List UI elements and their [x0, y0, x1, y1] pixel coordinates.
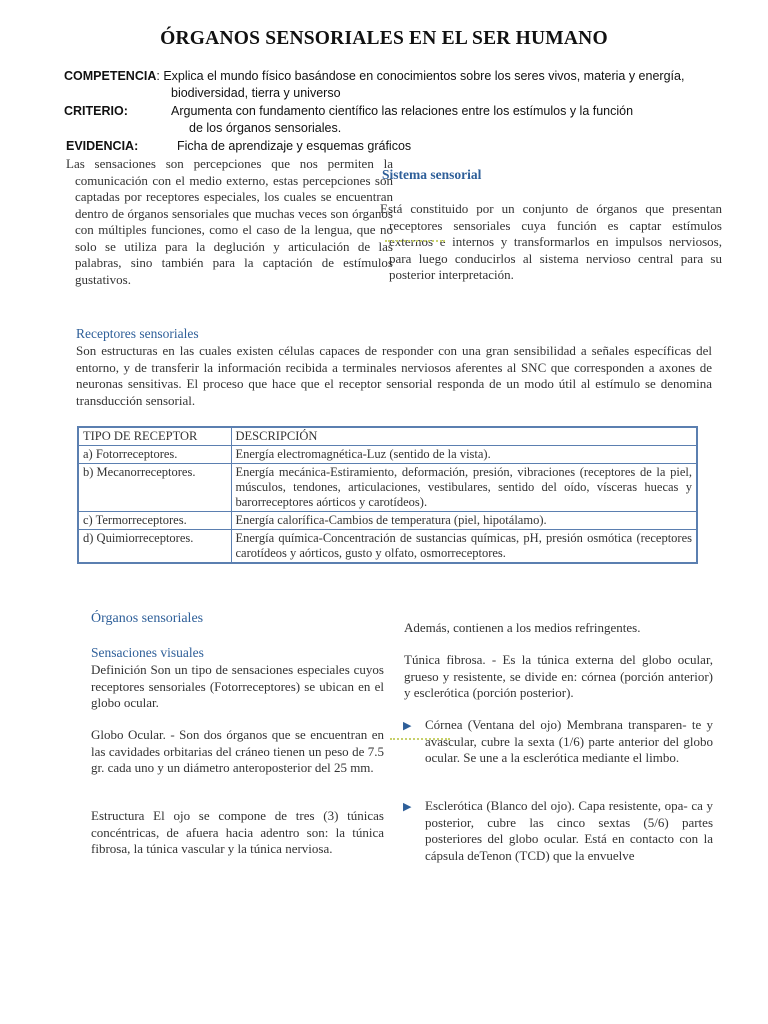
table-cell-descripcion: Energía química-Concentración de sustancias químicas, pH, presión osmótica (receptores carotídeos y aórticos, gusto y olfato, osmorreceptores.	[231, 530, 697, 564]
meta-block	[64, 68, 744, 155]
table-row	[78, 530, 697, 564]
receptor-table	[77, 426, 698, 564]
esclerotica-paragraph: Esclerótica (Blanco del ojo). Capa resistente, opa- ca y posterior, cubre las cinco sextas (5/6) partes posteriores del globo ocular. Está en contacto con la cápsula deTenon (TCD) que la envuelve	[425, 798, 713, 863]
decorative-dots	[385, 240, 445, 242]
table-cell-descripcion: Energía electromagnética-Luz (sentido de la vista).	[231, 446, 697, 464]
medios-paragraph: Además, contienen a los medios refringentes.	[404, 620, 641, 635]
page-title: ÓRGANOS SENSORIALES EN EL SER HUMANO	[160, 28, 608, 49]
sensaciones-heading: Sensaciones visuales	[91, 645, 204, 660]
receptores-heading: Receptores sensoriales	[76, 326, 199, 341]
evidencia-text: Ficha de aprendizaje y esquemas gráficos	[177, 139, 412, 153]
globo-ocular-paragraph: Globo Ocular. - Son dos órganos que se encuentran en las cavidades orbitarias del cráneo tienen un peso de 7.5 gr. cada uno y un diámetro anteroposterior del 25 mm.	[91, 727, 384, 775]
bullet-icon: ▶	[403, 801, 412, 813]
estructura-paragraph: Estructura El ojo se compone de tres (3) túnicas concéntricas, de afuera hacia adentro son: la túnica fibrosa, la túnica vascular y la túnica nerviosa.	[91, 808, 384, 856]
organos-heading: Órganos sensoriales	[91, 611, 204, 626]
table-cell-descripcion: Energía calorífica-Cambios de temperatura (piel, hipotálamo).	[231, 512, 697, 530]
competencia-text: : Explica el mundo físico basándose en conocimientos sobre los seres vivos, materia y energía,	[156, 69, 685, 83]
intro-paragraph: Las sensaciones son percepciones que nos permiten la comunicación con el medio externo, estas percepciones son captadas por receptores especiales, los cuales se encuentran dentro de órganos sensoriales que muchas veces son órganos con múltiples funciones, como el caso de la lengua, que no solo se utiliza para la deglución y articulación de las palabras, sino también para la captación de estímulos gustativos.	[66, 156, 393, 287]
cornea-paragraph: Córnea (Ventana del ojo) Membrana transparen- te y avascular, cubre la sexta (1/6) parte anterior del globo ocular. Se une a la esclerótica mediante el limbo.	[425, 717, 713, 765]
table-cell-tipo: a) Fotorreceptores.	[78, 446, 231, 464]
table-row	[78, 446, 697, 464]
sistema-heading: Sistema sensorial	[382, 167, 482, 182]
bullet-icon: ▶	[403, 720, 412, 732]
sistema-paragraph: Está constituido por un conjunto de órganos que presentan receptores sensoriales cuya función es captar estímulos externos e internos y transformarlos en impulsos nerviosos, para luego conducirlos al sistema nervioso central para su posterior interpretación.	[380, 201, 722, 282]
criterio-label: CRITERIO:	[64, 104, 128, 118]
competencia-label: COMPETENCIA	[64, 69, 157, 83]
competencia-text-2: biodiversidad, tierra y universo	[171, 86, 341, 100]
evidencia-label: EVIDENCIA:	[66, 139, 139, 153]
table-header-row	[78, 427, 697, 446]
table-cell-tipo: c) Termorreceptores.	[78, 512, 231, 530]
table-cell-tipo: d) Quimiorreceptores.	[78, 530, 231, 564]
table-row	[78, 464, 697, 512]
table-header-tipo: TIPO DE RECEPTOR	[78, 427, 231, 446]
table-cell-descripcion: Energía mecánica-Estiramiento, deformación, presión, vibraciones (receptores de la piel, músculos, tendones, articulaciones, vestibulares, sentido del oído, vísceras huecas y barorreceptores aórticos y carotídeos).	[231, 464, 697, 512]
receptores-paragraph: Son estructuras en las cuales existen células capaces de responder con una gran sensibilidad a señales específicas del entorno, y de transferir la información recibida a terminales nerviosos aferentes al SNC que corresponden a axones de neuronas sensitivas. El proceso que hace que el receptor sensorial responda de un modo útil al estímulo se denomina transducción sensorial.	[76, 343, 712, 408]
definicion-paragraph: Definición Son un tipo de sensaciones especiales cuyos receptores sensoriales (Fotorreceptores) se ubican en el globo ocular.	[91, 662, 384, 710]
table-row	[78, 512, 697, 530]
criterio-text-2: de los órganos sensoriales.	[189, 121, 342, 135]
table-header-descripcion: DESCRIPCIÓN	[231, 427, 697, 446]
criterio-text: Argumenta con fundamento científico las relaciones entre los estímulos y la función	[171, 104, 634, 118]
table-cell-tipo: b) Mecanorreceptores.	[78, 464, 231, 512]
tunica-fibrosa-paragraph: Túnica fibrosa. - Es la túnica externa del globo ocular, grueso y resistente, se divide en: córnea (porción anterior) y esclerótica (porción posterior).	[404, 652, 713, 700]
